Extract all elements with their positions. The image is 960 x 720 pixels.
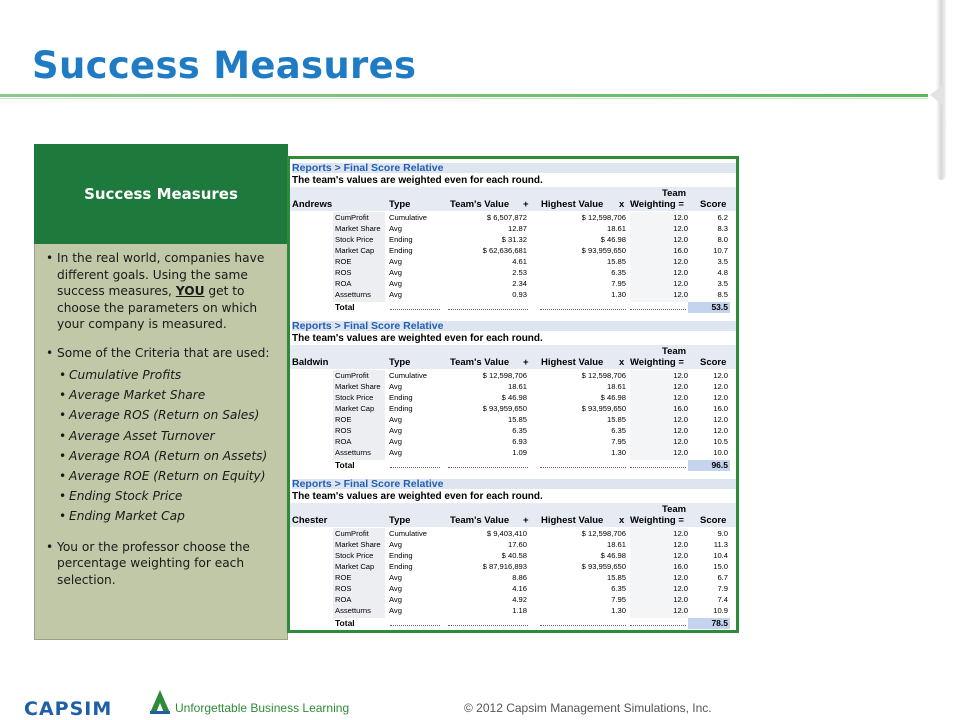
- cell-team-value: $ 62,636,681: [482, 246, 527, 255]
- panel-header: Success Measures: [34, 144, 288, 244]
- cell-highest-value: $ 12,598,706: [581, 529, 626, 538]
- cell-highest-value: $ 12,598,706: [581, 213, 626, 222]
- cell-metric: Assetturns: [335, 606, 371, 615]
- cell-score: 6.2: [717, 213, 728, 222]
- cell-team-value: $ 31.32: [501, 235, 527, 244]
- copyright: © 2012 Capsim Management Simulations, Inc.: [464, 701, 712, 715]
- table-row: [290, 572, 736, 583]
- cell-type: Avg: [389, 426, 402, 435]
- cell-metric: ROA: [335, 437, 352, 446]
- table-row: [290, 245, 736, 256]
- cell-team-value: 17.60: [507, 540, 527, 549]
- cell-type: Avg: [389, 437, 402, 446]
- cell-metric: Market Share: [335, 540, 381, 549]
- table-row: [290, 447, 736, 458]
- cell-metric: ROA: [335, 595, 352, 604]
- op-plus: +: [523, 515, 529, 526]
- table-row: [290, 539, 736, 550]
- cell-weighting: 12.0: [673, 235, 688, 244]
- cell-highest-value: 1.30: [611, 448, 626, 457]
- cell-type: Cumulative: [389, 213, 427, 222]
- total-dotted-line: [540, 625, 626, 626]
- op-times: x: [619, 199, 625, 210]
- cell-team-value: 18.61: [507, 382, 527, 391]
- tagline: Unforgettable Business Learning: [175, 701, 350, 715]
- cell-metric: ROS: [335, 584, 352, 593]
- final-score-reports: [287, 156, 739, 633]
- cell-highest-value: $ 93,959,650: [581, 404, 626, 413]
- table-row: [290, 234, 736, 245]
- cell-metric: ROA: [335, 279, 352, 288]
- cell-weighting: 12.0: [673, 437, 688, 446]
- total-dotted-line: [540, 309, 626, 310]
- slide-title: Success Measures: [32, 44, 417, 87]
- cell-weighting: 12.0: [673, 393, 688, 402]
- col-team-value: Team's Value: [450, 199, 510, 210]
- table-row: [290, 370, 736, 381]
- title-underline: [0, 94, 928, 97]
- op-plus: +: [523, 357, 529, 368]
- cell-type: Ending: [389, 551, 413, 560]
- cell-highest-value: 6.35: [611, 584, 626, 593]
- cell-score: 3.5: [717, 257, 728, 266]
- cell-weighting: 12.0: [673, 584, 688, 593]
- cell-metric: Market Share: [335, 224, 381, 233]
- cell-type: Avg: [389, 595, 402, 604]
- footer: [0, 686, 960, 720]
- col-weighting-line1: Team: [662, 504, 687, 515]
- cell-weighting: 16.0: [673, 404, 688, 413]
- report-baldwin: [290, 319, 736, 475]
- cell-weighting: 12.0: [673, 268, 688, 277]
- table-row: [290, 550, 736, 561]
- cell-weighting: 16.0: [673, 562, 688, 571]
- cell-weighting: 12.0: [673, 224, 688, 233]
- cell-team-value: $ 40.58: [501, 551, 527, 560]
- cell-weighting: 12.0: [673, 448, 688, 457]
- cell-team-value: 12.87: [507, 224, 527, 233]
- col-weighting-line2: Weighting =: [630, 357, 684, 368]
- cell-highest-value: 1.30: [611, 606, 626, 615]
- cell-weighting: 12.0: [673, 213, 688, 222]
- cell-highest-value: 6.35: [611, 426, 626, 435]
- report-header-row: [290, 503, 736, 527]
- criteria-item: • Ending Market Cap: [45, 506, 279, 526]
- closing-bullet: • You or the professor choose the percentage weighting for each selection.: [45, 539, 279, 589]
- total-dotted-line: [448, 467, 528, 468]
- criteria-item: • Cumulative Profits: [45, 365, 279, 385]
- cell-score: 8.0: [717, 235, 728, 244]
- total-dotted-line: [630, 309, 686, 310]
- cell-metric: Market Cap: [335, 562, 375, 571]
- cell-metric: Market Share: [335, 382, 381, 391]
- table-row: [290, 594, 736, 605]
- criteria-item: • Average Asset Turnover: [45, 426, 279, 446]
- total-dotted-line: [630, 467, 686, 468]
- op-times: x: [619, 357, 625, 368]
- cell-type: Avg: [389, 224, 402, 233]
- cell-type: Avg: [389, 448, 402, 457]
- cell-score: 8.3: [717, 224, 728, 233]
- total-dotted-line: [448, 309, 528, 310]
- total-label: Total: [335, 302, 355, 312]
- cell-score: 3.5: [717, 279, 728, 288]
- cell-weighting: 16.0: [673, 246, 688, 255]
- col-weighting-line1: Team: [662, 188, 687, 199]
- col-highest-value: Highest Value: [541, 199, 604, 210]
- cell-weighting: 12.0: [673, 573, 688, 582]
- cell-highest-value: $ 12,598,706: [581, 371, 626, 380]
- intro-text-post: get to choose the parameters on which your company is measured.: [57, 284, 258, 331]
- panel-body: [34, 244, 288, 640]
- cell-score: 12.0: [713, 426, 728, 435]
- cell-type: Avg: [389, 279, 402, 288]
- total-dotted-line: [540, 467, 626, 468]
- total-label: Total: [335, 460, 355, 470]
- col-weighting-line1: Team: [662, 346, 687, 357]
- criteria-item: • Average ROE (Return on Equity): [45, 466, 279, 486]
- cell-metric: ROE: [335, 257, 352, 266]
- report-breadcrumb: Reports > Final Score Relative: [292, 479, 736, 489]
- table-row: [290, 278, 736, 289]
- table-row: [290, 267, 736, 278]
- table-row: [290, 414, 736, 425]
- table-row: [290, 212, 736, 223]
- col-weighting-line2: Weighting =: [630, 515, 684, 526]
- col-type: Type: [389, 199, 411, 210]
- cell-metric: Market Cap: [335, 404, 375, 413]
- report-andrews: [290, 161, 736, 317]
- table-row: [290, 605, 736, 616]
- cell-type: Cumulative: [389, 371, 427, 380]
- intro-emphasis: YOU: [175, 284, 205, 298]
- total-dotted-line: [390, 309, 440, 310]
- total-dotted-line: [448, 625, 528, 626]
- total-score: 78.5: [688, 618, 730, 629]
- cell-weighting: 12.0: [673, 382, 688, 391]
- col-highest-value: Highest Value: [541, 357, 604, 368]
- cell-type: Avg: [389, 584, 402, 593]
- cell-weighting: 12.0: [673, 540, 688, 549]
- table-row: [290, 289, 736, 300]
- total-row: [290, 618, 736, 629]
- cell-score: 4.8: [717, 268, 728, 277]
- cell-highest-value: $ 93,959,650: [581, 246, 626, 255]
- col-score: Score: [700, 357, 727, 368]
- cell-team-value: 8.86: [512, 573, 527, 582]
- cell-score: 12.0: [713, 382, 728, 391]
- table-row: [290, 403, 736, 414]
- cell-highest-value: 18.61: [606, 382, 626, 391]
- cell-weighting: 12.0: [673, 529, 688, 538]
- report-note: The team's values are weighted even for each round.: [292, 175, 543, 186]
- total-score: 53.5: [688, 302, 730, 313]
- cell-score: 7.4: [717, 595, 728, 604]
- team-name: Baldwin: [292, 357, 329, 368]
- cell-metric: Stock Price: [335, 551, 374, 560]
- cell-metric: CumProfit: [335, 529, 369, 538]
- cell-weighting: 12.0: [673, 257, 688, 266]
- cell-weighting: 12.0: [673, 595, 688, 604]
- criteria-item: • Average Market Share: [45, 385, 279, 405]
- cell-type: Ending: [389, 404, 413, 413]
- criteria-item: • Ending Stock Price: [45, 486, 279, 506]
- cell-type: Avg: [389, 415, 402, 424]
- cell-weighting: 12.0: [673, 371, 688, 380]
- report-note: The team's values are weighted even for each round.: [292, 491, 543, 502]
- col-type: Type: [389, 515, 411, 526]
- criteria-intro-bullet: • Some of the Criteria that are used:: [45, 345, 279, 362]
- cell-metric: ROE: [335, 573, 352, 582]
- cell-highest-value: $ 46.98: [600, 235, 626, 244]
- cell-team-value: 1.09: [512, 448, 527, 457]
- col-highest-value: Highest Value: [541, 515, 604, 526]
- cell-type: Ending: [389, 562, 413, 571]
- cell-type: Avg: [389, 606, 402, 615]
- cell-type: Avg: [389, 540, 402, 549]
- report-header-row: [290, 187, 736, 211]
- cell-team-value: $ 12,598,706: [482, 371, 527, 380]
- cell-type: Cumulative: [389, 529, 427, 538]
- cell-type: Ending: [389, 235, 413, 244]
- cell-score: 15.0: [713, 562, 728, 571]
- report-chester: [290, 477, 736, 633]
- col-team-value: Team's Value: [450, 357, 510, 368]
- cell-score: 10.5: [713, 437, 728, 446]
- capsim-logo-mark-icon: [148, 689, 172, 715]
- cell-score: 12.0: [713, 393, 728, 402]
- cell-team-value: 4.92: [512, 595, 527, 604]
- cell-score: 7.9: [717, 584, 728, 593]
- cell-type: Ending: [389, 246, 413, 255]
- intro-text-pre: In the real world, companies have different goals. Using the same success measures,: [57, 251, 265, 298]
- cell-score: 6.7: [717, 573, 728, 582]
- col-weighting-line2: Weighting =: [630, 199, 684, 210]
- report-breadcrumb: Reports > Final Score Relative: [292, 163, 736, 173]
- cell-weighting: 12.0: [673, 606, 688, 615]
- cell-team-value: 1.18: [512, 606, 527, 615]
- total-score: 96.5: [688, 460, 730, 471]
- col-score: Score: [700, 199, 727, 210]
- capsim-logo: CAPSIM: [24, 698, 113, 720]
- intro-bullet: [45, 250, 279, 333]
- cell-metric: Stock Price: [335, 235, 374, 244]
- table-row: [290, 381, 736, 392]
- table-row: [290, 425, 736, 436]
- cell-highest-value: 15.85: [606, 257, 626, 266]
- table-row: [290, 528, 736, 539]
- cell-metric: Market Cap: [335, 246, 375, 255]
- cell-metric: Assetturns: [335, 290, 371, 299]
- cell-type: Avg: [389, 257, 402, 266]
- team-name: Chester: [292, 515, 328, 526]
- cell-highest-value: 18.61: [606, 224, 626, 233]
- col-type: Type: [389, 357, 411, 368]
- cell-metric: Assetturns: [335, 448, 371, 457]
- cell-score: 10.0: [713, 448, 728, 457]
- cell-metric: CumProfit: [335, 213, 369, 222]
- cell-team-value: $ 93,959,650: [482, 404, 527, 413]
- cell-score: 12.0: [713, 371, 728, 380]
- cell-type: Avg: [389, 573, 402, 582]
- cell-highest-value: 1.30: [611, 290, 626, 299]
- total-row: [290, 460, 736, 471]
- cell-team-value: $ 9,403,410: [486, 529, 527, 538]
- cell-highest-value: 6.35: [611, 268, 626, 277]
- criteria-item: • Average ROA (Return on Assets): [45, 446, 279, 466]
- cell-metric: Stock Price: [335, 393, 374, 402]
- cell-highest-value: 7.95: [611, 279, 626, 288]
- cell-score: 11.3: [713, 540, 728, 549]
- cell-score: 10.7: [713, 246, 728, 255]
- table-row: [290, 561, 736, 572]
- report-note: The team's values are weighted even for each round.: [292, 333, 543, 344]
- col-score: Score: [700, 515, 727, 526]
- cell-team-value: 0.93: [512, 290, 527, 299]
- success-measures-panel: [34, 144, 288, 640]
- cell-weighting: 12.0: [673, 426, 688, 435]
- cell-highest-value: $ 46.98: [600, 551, 626, 560]
- total-row: [290, 302, 736, 313]
- cell-weighting: 12.0: [673, 551, 688, 560]
- criteria-item: • Average ROS (Return on Sales): [45, 405, 279, 425]
- cell-type: Ending: [389, 393, 413, 402]
- table-row: [290, 223, 736, 234]
- total-label: Total: [335, 618, 355, 628]
- report-header-row: [290, 345, 736, 369]
- table-row: [290, 256, 736, 267]
- cell-highest-value: $ 93,959,650: [581, 562, 626, 571]
- total-dotted-line: [390, 467, 440, 468]
- table-row: [290, 392, 736, 403]
- cell-highest-value: 18.61: [606, 540, 626, 549]
- cell-score: 9.0: [717, 529, 728, 538]
- col-team-value: Team's Value: [450, 515, 510, 526]
- cell-team-value: 15.85: [507, 415, 527, 424]
- cell-weighting: 12.0: [673, 415, 688, 424]
- cell-team-value: $ 46.98: [501, 393, 527, 402]
- cell-team-value: $ 6,507,872: [486, 213, 527, 222]
- cell-score: 10.4: [713, 551, 728, 560]
- cell-highest-value: 15.85: [606, 415, 626, 424]
- cell-team-value: 6.93: [512, 437, 527, 446]
- cell-metric: ROE: [335, 415, 352, 424]
- criteria-list: [45, 365, 279, 527]
- cell-team-value: 4.16: [512, 584, 527, 593]
- cell-score: 8.5: [717, 290, 728, 299]
- cell-weighting: 12.0: [673, 290, 688, 299]
- table-row: [290, 436, 736, 447]
- total-dotted-line: [390, 625, 440, 626]
- cell-type: Avg: [389, 268, 402, 277]
- cell-score: 12.0: [713, 415, 728, 424]
- report-breadcrumb: Reports > Final Score Relative: [292, 321, 736, 331]
- cell-team-value: 2.53: [512, 268, 527, 277]
- cell-weighting: 12.0: [673, 279, 688, 288]
- cell-type: Avg: [389, 382, 402, 391]
- cell-score: 10.9: [713, 606, 728, 615]
- cell-team-value: $ 87,916,893: [482, 562, 527, 571]
- table-row: [290, 583, 736, 594]
- op-plus: +: [523, 199, 529, 210]
- cell-metric: ROS: [335, 268, 352, 277]
- cell-metric: ROS: [335, 426, 352, 435]
- cell-score: 16.0: [713, 404, 728, 413]
- team-name: Andrews: [292, 199, 333, 210]
- cell-highest-value: $ 46.98: [600, 393, 626, 402]
- cell-team-value: 6.35: [512, 426, 527, 435]
- title-underline-shadow: [0, 98, 928, 99]
- total-dotted-line: [630, 625, 686, 626]
- op-times: x: [619, 515, 625, 526]
- cell-highest-value: 7.95: [611, 595, 626, 604]
- cell-highest-value: 7.95: [611, 437, 626, 446]
- cell-highest-value: 15.85: [606, 573, 626, 582]
- cell-type: Avg: [389, 290, 402, 299]
- cell-team-value: 2.34: [512, 279, 527, 288]
- cell-metric: CumProfit: [335, 371, 369, 380]
- cell-team-value: 4.61: [512, 257, 527, 266]
